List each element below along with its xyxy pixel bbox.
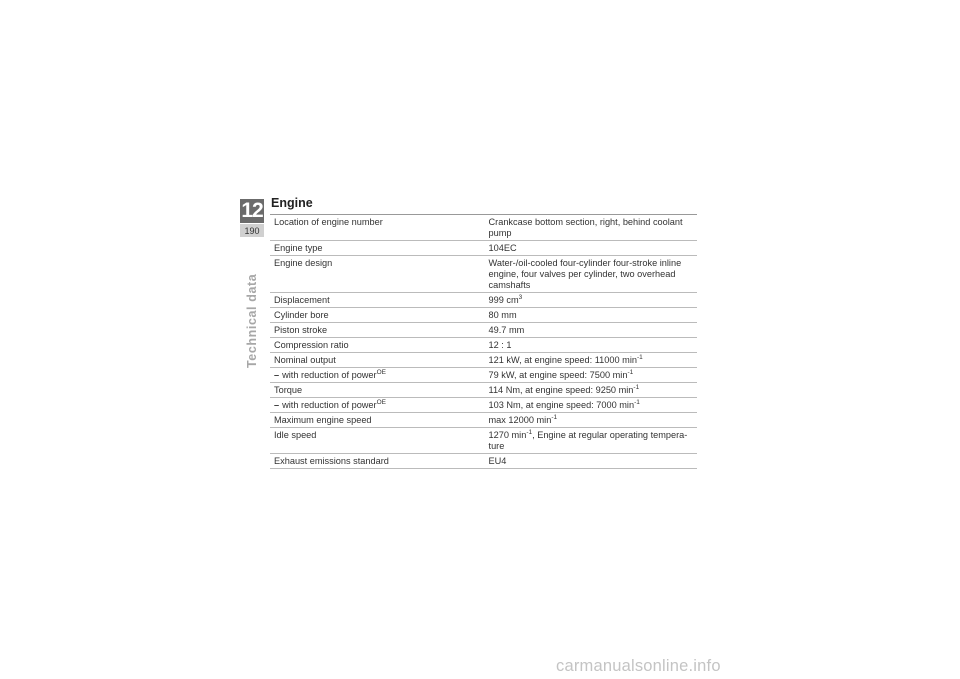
spec-label-text: Cylinder bore [274, 310, 329, 320]
spec-value [484, 323, 697, 338]
spec-value [484, 413, 697, 428]
spec-value-text: 79 kW, at engine speed: 7500 min [488, 370, 628, 380]
spec-label [270, 323, 484, 338]
spec-value [484, 398, 697, 413]
spec-value-text: 121 kW, at engine speed: 11000 min [488, 355, 637, 365]
spec-value-tail: , Engine at regular operating tempera- ture [488, 430, 688, 451]
spec-value-text: Crankcase bottom section, right, behind coolant pump [488, 217, 683, 238]
table-row [270, 454, 697, 469]
spec-value [484, 368, 697, 383]
spec-label [270, 215, 484, 241]
spec-value-text: 80 mm [488, 310, 517, 320]
table-row [270, 215, 697, 241]
sub-item-dash: – [274, 400, 280, 410]
spec-value-text: 1270 min [488, 430, 527, 440]
unit-exponent: -1 [627, 369, 634, 376]
unit-exponent: -1 [634, 399, 640, 406]
spec-value-text: 999 cm [488, 295, 519, 305]
table-row [270, 413, 697, 428]
table-row [270, 241, 697, 256]
table-row [270, 323, 697, 338]
unit-exponent: 3 [518, 294, 523, 301]
spec-label [270, 368, 484, 383]
spec-label [270, 353, 484, 368]
unit-exponent: -1 [551, 414, 558, 421]
spec-label-text: Exhaust emissions standard [274, 456, 389, 466]
spec-label-text: with reduction of power [282, 370, 377, 380]
option-marker: OE [376, 369, 387, 376]
spec-label-text: Piston stroke [274, 325, 328, 335]
spec-label-text: Location of engine number [274, 217, 383, 227]
section-label: Technical data [245, 273, 259, 368]
spec-value-text: 49.7 mm [488, 325, 525, 335]
spec-label [270, 383, 484, 398]
table-row [270, 428, 697, 454]
table-row [270, 383, 697, 398]
spec-label [270, 293, 484, 308]
spec-label-text: Compression ratio [274, 340, 349, 350]
unit-exponent: -1 [633, 384, 640, 391]
spec-value-text: 103 Nm, at engine speed: 7000 min [488, 400, 635, 410]
engine-spec-table [270, 214, 697, 469]
spec-value [484, 293, 697, 308]
page-title: Engine [271, 196, 313, 210]
spec-label [270, 398, 484, 413]
spec-value [484, 215, 697, 241]
spec-label-text: Idle speed [274, 430, 317, 440]
spec-value-text: 12 : 1 [488, 340, 512, 350]
spec-label [270, 338, 484, 353]
spec-label-text: Displacement [274, 295, 330, 305]
table-row [270, 256, 697, 293]
chapter-number: 12 [241, 199, 263, 222]
spec-value [484, 454, 697, 469]
spec-label [270, 428, 484, 454]
table-row [270, 293, 697, 308]
table-row [270, 368, 697, 383]
spec-value-text: Water-/oil-cooled four-cylinder four-stroke inline engine, four valves per cylinder, two overhead camshafts [488, 258, 682, 290]
spec-value [484, 353, 697, 368]
unit-exponent: -1 [526, 429, 533, 436]
table-row [270, 353, 697, 368]
spec-label [270, 241, 484, 256]
spec-label [270, 413, 484, 428]
page-number: 190 [240, 224, 264, 237]
spec-value-text: max 12000 min [488, 415, 552, 425]
spec-label-text: with reduction of power [282, 400, 377, 410]
spec-label [270, 454, 484, 469]
spec-label [270, 308, 484, 323]
sub-item-dash: – [274, 370, 280, 380]
spec-label-text: Torque [274, 385, 303, 395]
spec-value [484, 428, 697, 454]
spec-value-text: 114 Nm, at engine speed: 9250 min [488, 385, 634, 395]
spec-value [484, 383, 697, 398]
spec-value [484, 241, 697, 256]
table-row [270, 338, 697, 353]
spec-value [484, 338, 697, 353]
watermark: carmanualsonline.info [556, 657, 721, 675]
unit-exponent: -1 [636, 354, 643, 361]
spec-value [484, 308, 697, 323]
spec-label [270, 256, 484, 293]
spec-value-text: EU4 [488, 456, 507, 466]
spec-label-text: Nominal output [274, 355, 336, 365]
table-row [270, 398, 697, 413]
spec-value [484, 256, 697, 293]
section-sidebar [245, 258, 259, 378]
spec-label-text: Maximum engine speed [274, 415, 372, 425]
table-row [270, 308, 697, 323]
option-marker: OE [376, 399, 387, 406]
spec-label-text: Engine design [274, 258, 333, 268]
spec-value-text: 104EC [488, 243, 517, 253]
spec-label-text: Engine type [274, 243, 323, 253]
